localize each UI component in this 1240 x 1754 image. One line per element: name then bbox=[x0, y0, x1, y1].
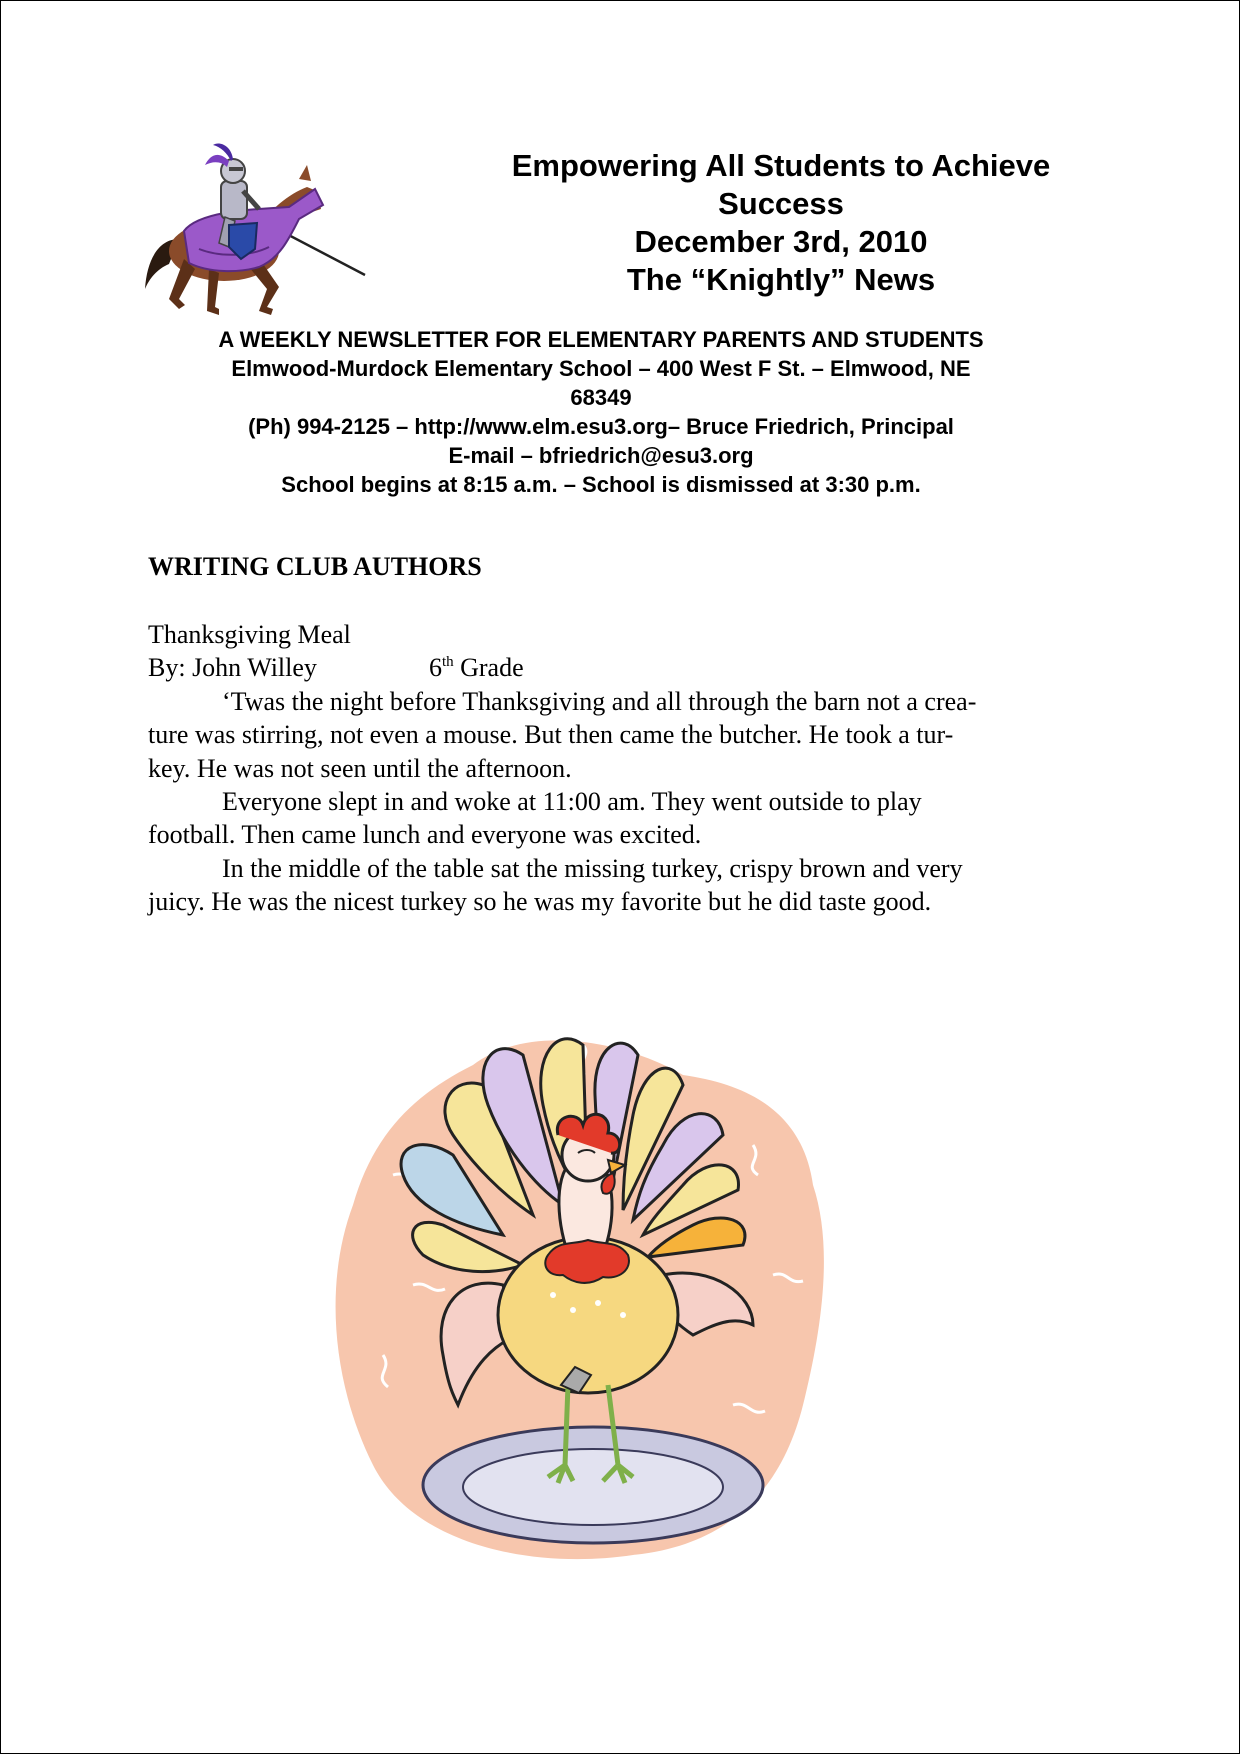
story-line: ‘Twas the night before Thanksgiving and all through the barn not a crea- bbox=[222, 686, 977, 716]
story-author: By: John Willey bbox=[148, 653, 317, 683]
grade-number: 6 bbox=[428, 653, 442, 683]
school-contact: (Ph) 994-2125 – http://www.elm.esu3.org– Bruce Friedrich, Principal bbox=[248, 414, 954, 439]
newsletter-title-block bbox=[471, 147, 1091, 299]
title-line-2: Success bbox=[718, 186, 844, 221]
story-line: key. He was not seen until the afternoon. bbox=[148, 753, 572, 783]
story-line: Everyone slept in and woke at 11:00 am. They went outside to play bbox=[222, 787, 922, 817]
story-byline bbox=[148, 651, 1078, 684]
knight-on-horse-icon bbox=[139, 139, 371, 319]
school-zip: 68349 bbox=[570, 385, 632, 410]
school-address: Elmwood-Murdock Elementary School – 400 West F St. – Elmwood, NE bbox=[231, 356, 971, 381]
newsletter-subtitle: A WEEKLY NEWSLETTER FOR ELEMENTARY PARENTS AND STUDENTS bbox=[218, 327, 984, 352]
section-title: WRITING CLUB AUTHORS bbox=[148, 552, 482, 581]
grade-suffix: th bbox=[441, 654, 454, 671]
story-line: In the middle of the table sat the missing turkey, crispy brown and very bbox=[222, 853, 963, 883]
principal-email: E-mail – bfriedrich@esu3.org bbox=[448, 443, 754, 468]
turkey-on-platter-icon bbox=[333, 1025, 853, 1573]
story-line: juicy. He was the nicest turkey so he was my favorite but he did taste good. bbox=[148, 887, 932, 917]
newsletter-name: The “Knightly” News bbox=[626, 262, 936, 297]
story-title: Thanksgiving Meal bbox=[148, 620, 351, 649]
story bbox=[148, 618, 1078, 919]
school-hours: School begins at 8:15 a.m. – School is dismissed at 3:30 p.m. bbox=[281, 472, 921, 497]
newsletter-date: December 3rd, 2010 bbox=[634, 224, 928, 259]
story-line: ture was stirring, not even a mouse. But then came the butcher. He took a tur- bbox=[148, 720, 954, 750]
story-grade bbox=[429, 651, 524, 684]
story-line: football. Then came lunch and everyone was excited. bbox=[148, 820, 702, 850]
school-info-block bbox=[131, 325, 1071, 499]
title-line-1: Empowering All Students to Achieve bbox=[511, 148, 1051, 183]
grade-word: Grade bbox=[460, 653, 524, 683]
